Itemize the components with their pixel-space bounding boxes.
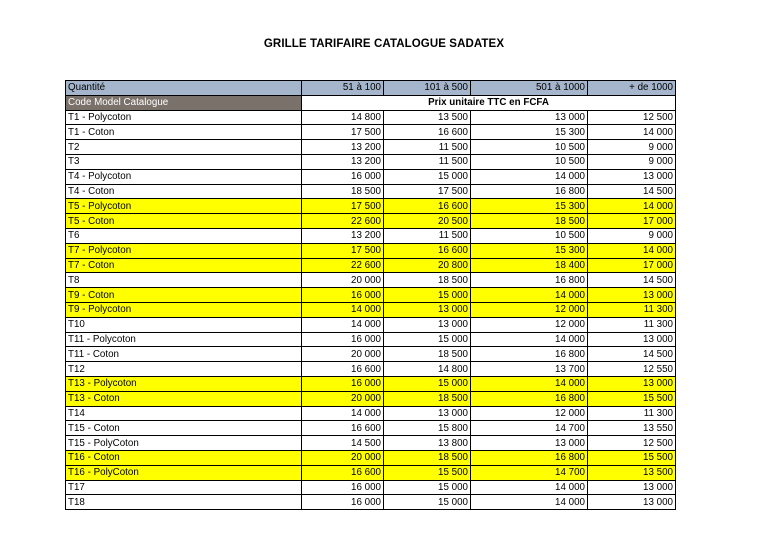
model-code-cell: T9 - Coton bbox=[66, 288, 302, 303]
price-rows bbox=[66, 110, 676, 510]
price-cell: 13 550 bbox=[588, 421, 676, 436]
price-cell: 16 000 bbox=[302, 495, 384, 510]
price-cell: 14 500 bbox=[588, 347, 676, 362]
price-cell: 13 200 bbox=[302, 140, 384, 155]
price-cell: 16 800 bbox=[471, 450, 588, 465]
price-cell: 13 500 bbox=[384, 110, 471, 125]
price-cell: 12 000 bbox=[471, 317, 588, 332]
price-cell: 14 500 bbox=[588, 273, 676, 288]
price-cell: 14 000 bbox=[588, 243, 676, 258]
price-cell: 11 300 bbox=[588, 406, 676, 421]
price-cell: 14 500 bbox=[588, 184, 676, 199]
price-cell: 9 000 bbox=[588, 140, 676, 155]
model-code-cell: T17 bbox=[66, 480, 302, 495]
price-cell: 16 800 bbox=[471, 391, 588, 406]
model-code-cell: T16 - Coton bbox=[66, 450, 302, 465]
model-code-cell: T16 - PolyCoton bbox=[66, 465, 302, 480]
price-cell: 14 000 bbox=[302, 317, 384, 332]
price-cell: 13 000 bbox=[588, 480, 676, 495]
price-cell: 15 000 bbox=[384, 480, 471, 495]
table-row bbox=[66, 406, 676, 421]
price-unit-label: Prix unitaire TTC en FCFA bbox=[302, 95, 676, 110]
model-code-cell: T13 - Polycoton bbox=[66, 376, 302, 391]
table-row bbox=[66, 154, 676, 169]
model-code-cell: T10 bbox=[66, 317, 302, 332]
price-cell: 12 500 bbox=[588, 436, 676, 451]
price-cell: 17 500 bbox=[302, 125, 384, 140]
price-cell: 14 700 bbox=[471, 465, 588, 480]
price-cell: 18 500 bbox=[384, 391, 471, 406]
price-cell: 15 300 bbox=[471, 199, 588, 214]
table-row bbox=[66, 258, 676, 273]
price-cell: 16 800 bbox=[471, 273, 588, 288]
price-cell: 11 500 bbox=[384, 228, 471, 243]
price-cell: 16 800 bbox=[471, 347, 588, 362]
price-cell: 17 500 bbox=[302, 243, 384, 258]
price-cell: 12 000 bbox=[471, 302, 588, 317]
model-code-cell: T3 bbox=[66, 154, 302, 169]
price-cell: 11 300 bbox=[588, 302, 676, 317]
price-cell: 11 300 bbox=[588, 317, 676, 332]
model-code-cell: T4 - Coton bbox=[66, 184, 302, 199]
model-code-cell: T2 bbox=[66, 140, 302, 155]
price-cell: 13 000 bbox=[384, 406, 471, 421]
price-cell: 14 800 bbox=[384, 362, 471, 377]
model-code-cell: T11 - Polycoton bbox=[66, 332, 302, 347]
table-row bbox=[66, 376, 676, 391]
price-cell: 20 500 bbox=[384, 214, 471, 229]
quantity-header-row bbox=[66, 81, 676, 96]
price-cell: 13 000 bbox=[384, 302, 471, 317]
page-title: GRILLE TARIFAIRE CATALOGUE SADATEX bbox=[263, 38, 505, 50]
table-row bbox=[66, 199, 676, 214]
table-row bbox=[66, 436, 676, 451]
price-cell: 13 500 bbox=[588, 465, 676, 480]
model-code-cell: T15 - Coton bbox=[66, 421, 302, 436]
price-cell: 15 500 bbox=[588, 450, 676, 465]
price-cell: 15 800 bbox=[384, 421, 471, 436]
price-cell: 9 000 bbox=[588, 154, 676, 169]
price-cell: 20 000 bbox=[302, 450, 384, 465]
price-cell: 16 600 bbox=[384, 199, 471, 214]
table-row bbox=[66, 450, 676, 465]
price-cell: 10 500 bbox=[471, 228, 588, 243]
price-cell: 14 000 bbox=[471, 288, 588, 303]
price-cell: 17 000 bbox=[588, 258, 676, 273]
price-cell: 15 300 bbox=[471, 243, 588, 258]
price-cell: 16 000 bbox=[302, 288, 384, 303]
price-cell: 16 600 bbox=[302, 362, 384, 377]
model-code-cell: T8 bbox=[66, 273, 302, 288]
price-cell: 20 800 bbox=[384, 258, 471, 273]
price-cell: 15 000 bbox=[384, 495, 471, 510]
price-cell: 14 000 bbox=[471, 480, 588, 495]
model-code-cell: T5 - Coton bbox=[66, 214, 302, 229]
price-header-row bbox=[66, 95, 676, 110]
price-cell: 10 500 bbox=[471, 154, 588, 169]
price-cell: 15 000 bbox=[384, 332, 471, 347]
price-cell: 18 400 bbox=[471, 258, 588, 273]
model-code-cell: T14 bbox=[66, 406, 302, 421]
model-code-cell: T7 - Polycoton bbox=[66, 243, 302, 258]
table-row bbox=[66, 243, 676, 258]
model-code-cell: T1 - Coton bbox=[66, 125, 302, 140]
price-cell: 13 700 bbox=[471, 362, 588, 377]
table-row bbox=[66, 465, 676, 480]
price-cell: 13 000 bbox=[471, 110, 588, 125]
table-row bbox=[66, 228, 676, 243]
price-cell: 18 500 bbox=[471, 214, 588, 229]
price-cell: 13 000 bbox=[588, 332, 676, 347]
price-cell: 14 000 bbox=[588, 125, 676, 140]
price-cell: 9 000 bbox=[588, 228, 676, 243]
price-cell: 16 800 bbox=[471, 184, 588, 199]
price-cell: 15 500 bbox=[384, 465, 471, 480]
table-row bbox=[66, 317, 676, 332]
range-header: 51 à 100 bbox=[302, 81, 384, 96]
table-row bbox=[66, 110, 676, 125]
price-cell: 16 600 bbox=[384, 243, 471, 258]
model-code-cell: T18 bbox=[66, 495, 302, 510]
price-cell: 14 800 bbox=[302, 110, 384, 125]
price-cell: 16 000 bbox=[302, 332, 384, 347]
price-cell: 16 600 bbox=[384, 125, 471, 140]
price-cell: 13 200 bbox=[302, 154, 384, 169]
price-cell: 13 800 bbox=[384, 436, 471, 451]
model-code-cell: T12 bbox=[66, 362, 302, 377]
price-cell: 16 600 bbox=[302, 465, 384, 480]
price-cell: 15 000 bbox=[384, 169, 471, 184]
table-row bbox=[66, 495, 676, 510]
price-cell: 14 000 bbox=[471, 169, 588, 184]
range-header: 501 à 1000 bbox=[471, 81, 588, 96]
price-cell: 18 500 bbox=[384, 450, 471, 465]
price-cell: 11 500 bbox=[384, 140, 471, 155]
price-cell: 15 000 bbox=[384, 288, 471, 303]
price-cell: 13 000 bbox=[588, 288, 676, 303]
range-header: + de 1000 bbox=[588, 81, 676, 96]
model-code-cell: T6 bbox=[66, 228, 302, 243]
price-cell: 13 000 bbox=[588, 495, 676, 510]
model-code-cell: T1 - Polycoton bbox=[66, 110, 302, 125]
table-row bbox=[66, 214, 676, 229]
code-model-label: Code Model Catalogue bbox=[66, 95, 302, 110]
price-cell: 18 500 bbox=[384, 273, 471, 288]
price-cell: 16 000 bbox=[302, 480, 384, 495]
price-cell: 13 000 bbox=[384, 317, 471, 332]
price-cell: 18 500 bbox=[384, 347, 471, 362]
price-cell: 22 600 bbox=[302, 214, 384, 229]
model-code-cell: T13 - Coton bbox=[66, 391, 302, 406]
price-cell: 14 700 bbox=[471, 421, 588, 436]
model-code-cell: T7 - Coton bbox=[66, 258, 302, 273]
price-cell: 16 600 bbox=[302, 421, 384, 436]
table-row bbox=[66, 125, 676, 140]
table-row bbox=[66, 302, 676, 317]
price-cell: 14 500 bbox=[302, 436, 384, 451]
price-cell: 14 000 bbox=[471, 332, 588, 347]
price-cell: 13 000 bbox=[588, 169, 676, 184]
price-cell: 18 500 bbox=[302, 184, 384, 199]
price-cell: 17 500 bbox=[384, 184, 471, 199]
price-cell: 15 000 bbox=[384, 376, 471, 391]
model-code-cell: T11 - Coton bbox=[66, 347, 302, 362]
price-cell: 16 000 bbox=[302, 376, 384, 391]
price-cell: 14 000 bbox=[302, 302, 384, 317]
model-code-cell: T4 - Polycoton bbox=[66, 169, 302, 184]
price-cell: 12 000 bbox=[471, 406, 588, 421]
price-cell: 14 000 bbox=[471, 495, 588, 510]
table-row bbox=[66, 184, 676, 199]
table-row bbox=[66, 140, 676, 155]
table-row bbox=[66, 421, 676, 436]
price-cell: 12 500 bbox=[588, 110, 676, 125]
price-cell: 10 500 bbox=[471, 140, 588, 155]
price-cell: 14 000 bbox=[588, 199, 676, 214]
price-cell: 22 600 bbox=[302, 258, 384, 273]
price-cell: 14 000 bbox=[302, 406, 384, 421]
price-cell: 17 000 bbox=[588, 214, 676, 229]
table-row bbox=[66, 391, 676, 406]
price-cell: 11 500 bbox=[384, 154, 471, 169]
price-cell: 13 000 bbox=[588, 376, 676, 391]
price-cell: 20 000 bbox=[302, 391, 384, 406]
table-row bbox=[66, 347, 676, 362]
price-table bbox=[65, 80, 676, 510]
range-header: 101 à 500 bbox=[384, 81, 471, 96]
price-cell: 14 000 bbox=[471, 376, 588, 391]
quantity-label: Quantité bbox=[66, 81, 302, 96]
price-cell: 20 000 bbox=[302, 347, 384, 362]
table-row bbox=[66, 273, 676, 288]
table-row bbox=[66, 480, 676, 495]
price-cell: 20 000 bbox=[302, 273, 384, 288]
table-row bbox=[66, 332, 676, 347]
model-code-cell: T9 - Polycoton bbox=[66, 302, 302, 317]
table-row bbox=[66, 288, 676, 303]
table-row bbox=[66, 169, 676, 184]
model-code-cell: T15 - PolyCoton bbox=[66, 436, 302, 451]
price-cell: 15 500 bbox=[588, 391, 676, 406]
price-cell: 13 200 bbox=[302, 228, 384, 243]
price-cell: 15 300 bbox=[471, 125, 588, 140]
model-code-cell: T5 - Polycoton bbox=[66, 199, 302, 214]
price-cell: 17 500 bbox=[302, 199, 384, 214]
price-cell: 13 000 bbox=[471, 436, 588, 451]
table-row bbox=[66, 362, 676, 377]
price-cell: 12 550 bbox=[588, 362, 676, 377]
price-cell: 16 000 bbox=[302, 169, 384, 184]
